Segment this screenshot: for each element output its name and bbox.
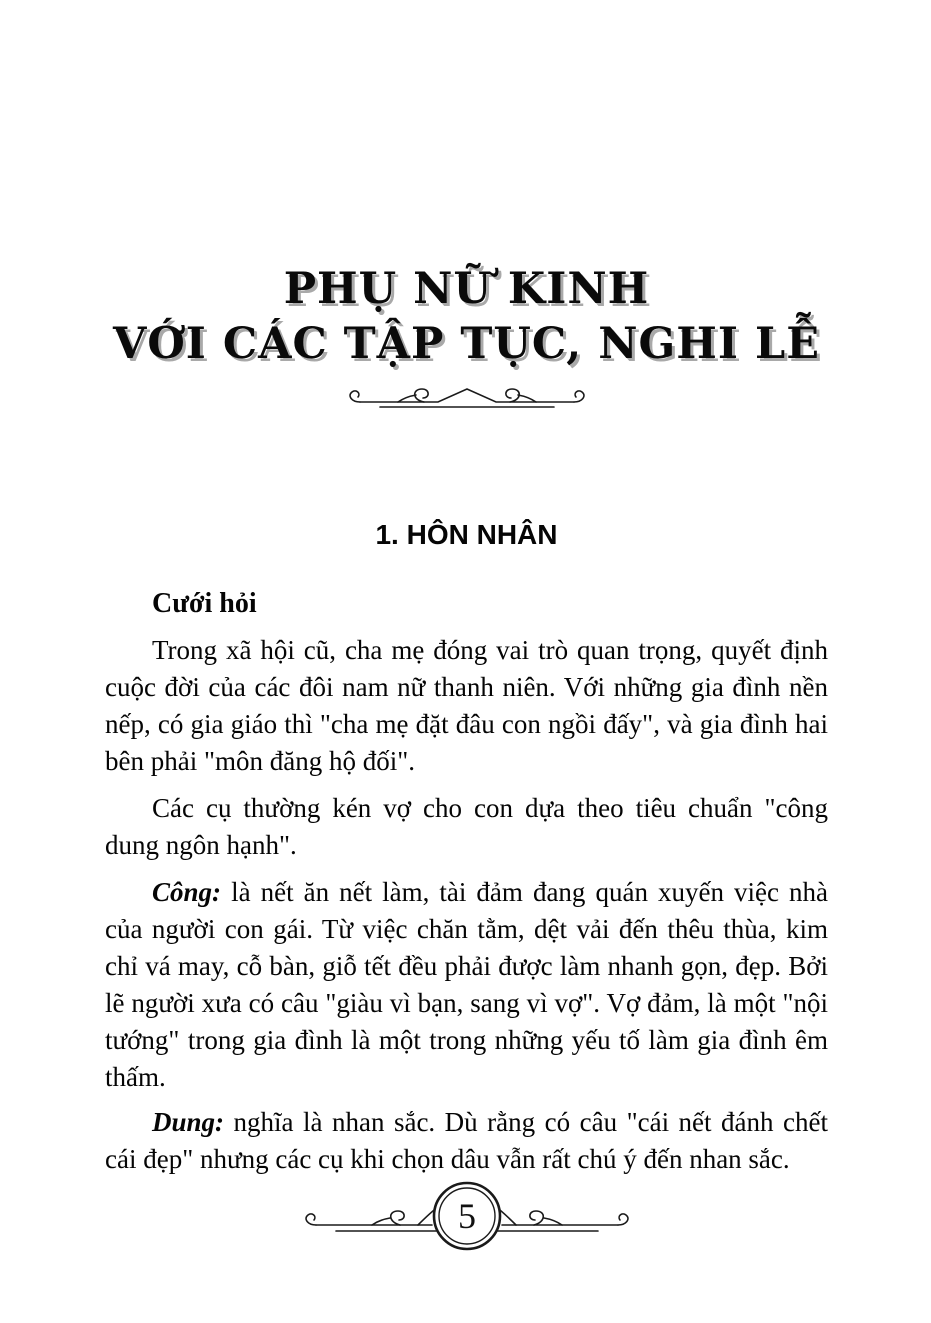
footer-flourish-page-ornament-icon (302, 1178, 632, 1256)
section-heading: 1. HÔN NHÂN (375, 519, 558, 550)
paragraph-3-text: là nết ăn nết làm, tài đảm đang quán xuyến việc nhà của người con gái. Từ việc chăn tằm, dệt vải đến thêu thùa, kim chỉ vá may, cỗ bàn, giỗ tết đều phải được làm nhanh gọn, đẹp. Bởi lẽ người xưa có câu "giàu vì bạn, sang vì vợ". Vợ đảm, là một "nội tướng" trong gia đình là một trong những yếu tố làm gia đình êm thấm. (105, 877, 828, 1092)
paragraph-3 (105, 874, 828, 1096)
chapter-title-line2: VỚI CÁC TẬP TỤC, NGHI LỄ (112, 319, 820, 369)
paragraph-1 (105, 632, 828, 780)
subsection-heading: Cưới hỏi (152, 588, 257, 619)
paragraph-1-text: Trong xã hội cũ, cha mẹ đóng vai trò quan trọng, quyết định cuộc đời của các đôi nam nữ thanh niên. Với những gia đình nền nếp, có gia giáo thì "cha mẹ đặt đâu con ngồi đấy", và gia đình hai bên phải "môn đăng hộ đối". (105, 635, 828, 776)
page-footer (105, 1178, 828, 1256)
paragraph-4-lead: Dung: (152, 1107, 225, 1137)
paragraph-2-text: Các cụ thường kén vợ cho con dựa theo tiêu chuẩn "công dung ngôn hạnh". (105, 793, 828, 860)
paragraph-4-text: nghĩa là nhan sắc. Dù rằng có câu "cái nết đánh chết cái đẹp" nhưng các cụ khi chọn dâu vẫn rất chú ý đến nhan sắc. (105, 1107, 828, 1174)
page-number: 5 (457, 1196, 476, 1236)
chapter-title (105, 262, 828, 372)
body-text (105, 632, 828, 1178)
flourish-divider-svg (342, 378, 592, 414)
paragraph-3-lead: Công: (152, 877, 222, 907)
paragraph-2 (105, 790, 828, 864)
title-flourish-divider-icon (342, 378, 592, 414)
chapter-title-line1: PHỤ NỮ KINH (283, 264, 650, 314)
paragraph-4 (105, 1104, 828, 1178)
